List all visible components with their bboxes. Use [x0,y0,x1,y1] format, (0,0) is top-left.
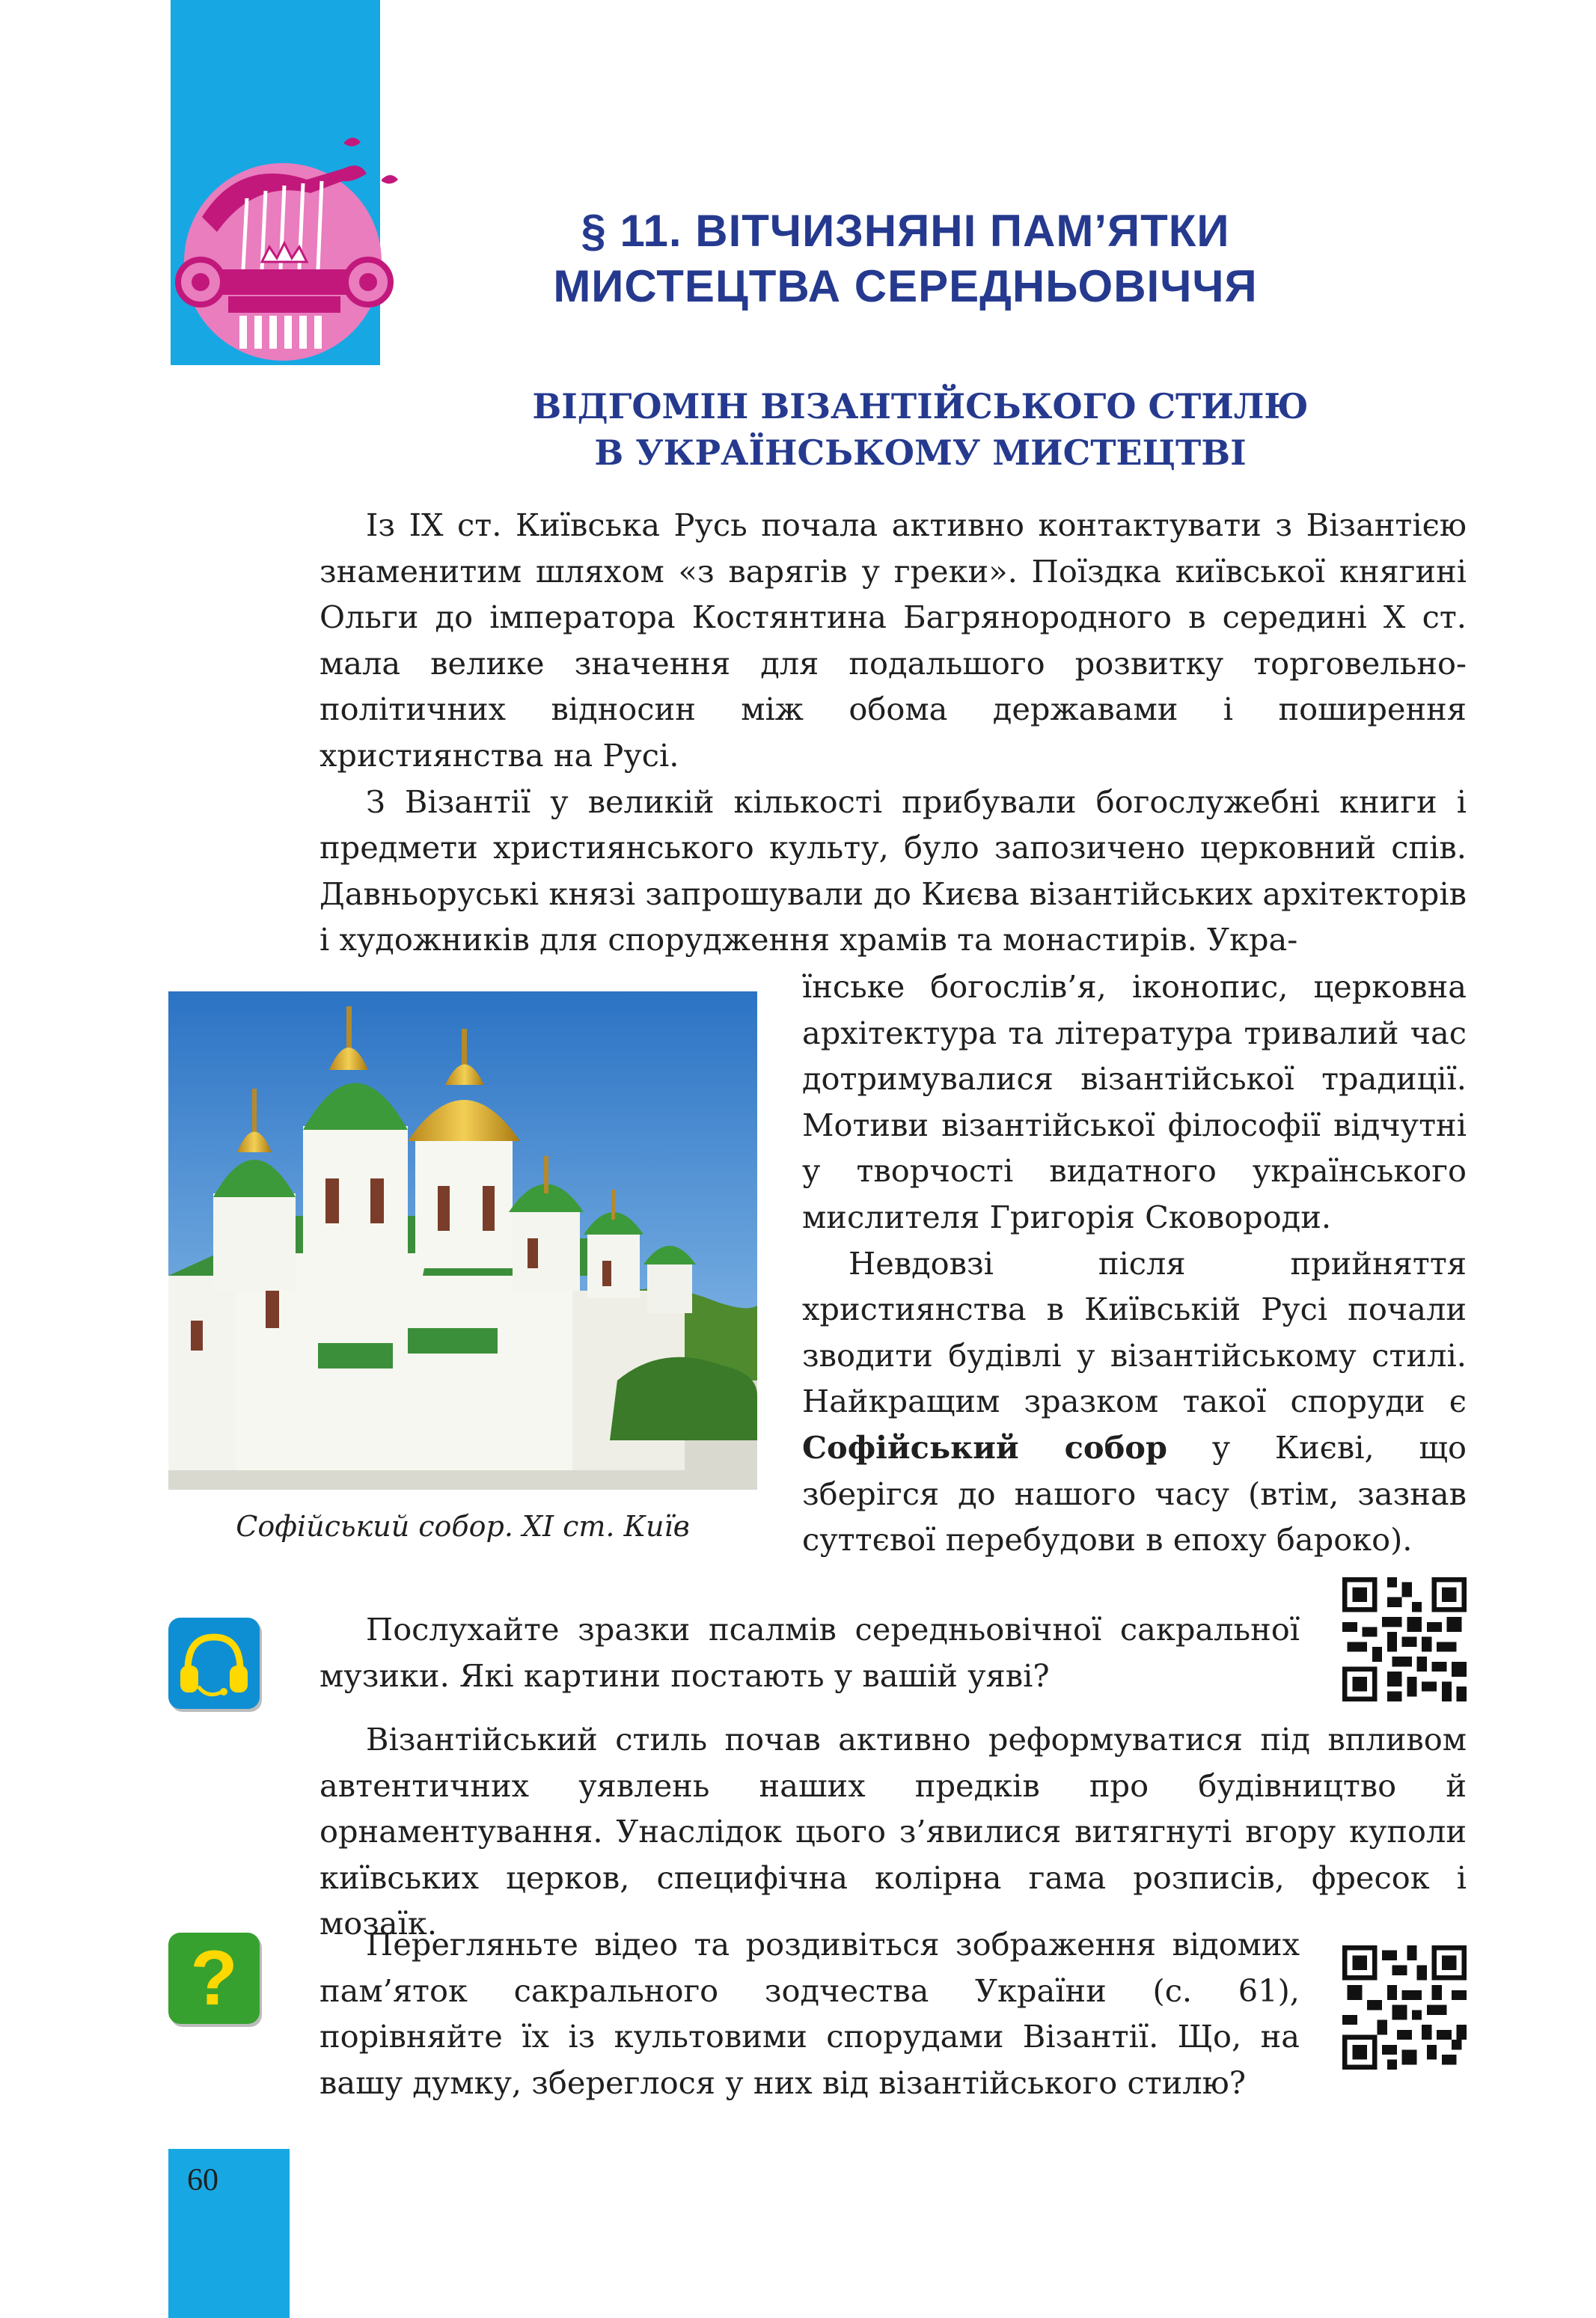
paragraph-3-start: Невдовзі після прийняття християнства в Київській Русі почали зводити будівлі у візантійському стилі. Найкращим зразком такої споруди є [802,1244,1467,1420]
paragraph-2-top: З Візантії у великій кількості прибували богослужебні книги і предмети християнського культу, було запозичено церковний спів. Давньоруські князі запрошували до Києва візантійських архітекторів і художників для спорудження храмів та монастирів. Укра- [319,783,1467,958]
section-title [329,383,1511,476]
paragraph-3 [802,1241,1467,1563]
section-title-line1: ВІДГОМІН ВІЗАНТІЙСЬКОГО СТИЛЮ [532,386,1309,426]
question-task [319,1921,1300,2106]
page-number: 60 [187,2163,218,2198]
headphones-icon [168,1618,260,1709]
qr-code-icon[interactable] [1342,1577,1467,1701]
paragraph-2-rest: їнське богослів’я, іконопис, церковна архітектура та література тривалий час дотримувалися візантійської традиції. Мотиви візантійської філософії відчутні у творчості видатного українського мислителя Григорія Сковороди. [802,968,1467,1235]
body-text-wrapped [802,964,1467,1563]
section-title-line2: В УКРАЇНСЬКОМУ МИСТЕЦТВІ [594,432,1247,473]
question-task-text: Перегляньте відео та роздивіться зображення відомих пам’яток сакрального зодчества України (с. 61), порівняйте їх із культовими спорудами Візантії. Що, на вашу думку, збереглося у них від візантійського стилю? [319,1926,1300,2101]
term-sofia-cathedral: Софійський собор [802,1428,1167,1466]
paragraph-3-end: у Києві, що зберігся до нашого часу (втім, зазнав суттєвої перебудови в епоху бароко). [802,1428,1467,1559]
listening-task-text: Послухайте зразки псалмів середньовічної сакральної музики. Які картини постають у вашій уяві? [319,1611,1300,1694]
qr-code-icon[interactable] [1342,1945,1467,2070]
body-text-bottom [319,1716,1467,1947]
chapter-title [419,204,1392,314]
paragraph-4: Візантійський стиль почав активно реформуватися під впливом автентичних уявлень наших предків про будівництво й орнаментування. Унаслідок цього з’явилися витягнуті вгору куполи київських церков, специфічна колірна гама розписів, фресок і мозаїк. [319,1721,1467,1942]
listening-task [319,1606,1300,1698]
chapter-title-line2: МИСТЕЦТВА СЕРЕДНЬОВІЧЧЯ [553,261,1258,311]
body-text-top [319,502,1467,963]
question-icon [168,1933,260,2024]
photo-caption: Софійський собор. XI ст. Київ [236,1510,690,1543]
sofia-cathedral-photo [168,991,757,1490]
chapter-title-line1: § 11. ВІТЧИЗНЯНІ ПАМ’ЯТКИ [581,206,1230,256]
question-mark: ? [190,1935,238,2022]
paragraph-1: Із IX ст. Київська Русь почала активно контактувати з Візантією знаменитим шляхом «з варягів у греки». Поїздка київської княгині Ольги до імператора Костянтина Багрянородного в середині X ст. мала велике значення для подальшого розвитку торговельно-політичних відносин між обома державами і поширення християнства на Русі. [319,507,1467,774]
lyre-column-emblem-icon [157,127,412,374]
